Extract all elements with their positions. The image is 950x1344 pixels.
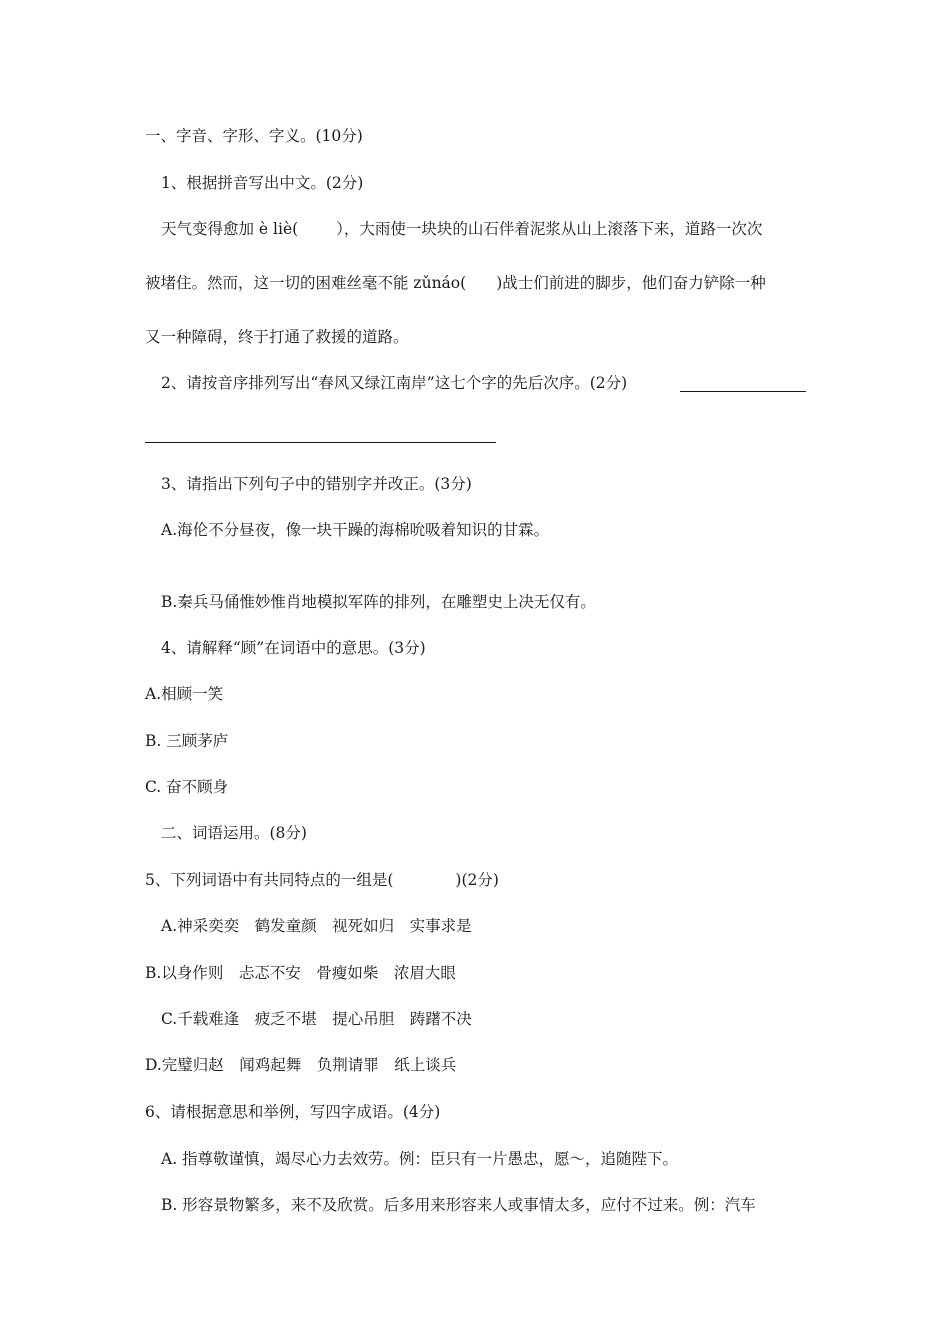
section-2-title: 二、词语运用。(8分): [161, 824, 307, 842]
question-4-option-a: A.相顾一笑: [145, 685, 224, 703]
question-1-line-2: [145, 273, 766, 293]
question-6-option-b: B. 形容景物繁多，来不及欣赏。后多用来形容来人或事情太多，应付不过来。例：汽车: [161, 1196, 756, 1214]
question-5-option-a: A.神采奕奕 鹤发童颜 视死如归 实事求是: [161, 917, 472, 935]
question-4-option-c: C. 奋不顾身: [145, 778, 229, 796]
question-5-option-d: D.完璧归赵 闻鸡起舞 负荆请罪 纸上谈兵: [145, 1056, 457, 1074]
q5-text-after-blank: )(2分): [455, 871, 499, 889]
question-5-option-c: C.千载难逢 疲乏不堪 提心吊胆 踌躇不决: [161, 1010, 472, 1028]
q1-text-after-blank-2: )战士们前进的脚步，他们奋力铲除一种: [496, 274, 766, 292]
question-3-title: 3、请指出下列句子中的错别字并改正。(3分): [161, 475, 472, 493]
section-1-title: 一、字音、字形、字义。(10分): [145, 127, 363, 145]
q5-text-before-blank: 5、下列词语中有共同特点的一组是(: [145, 871, 394, 889]
q1-text-after-blank-1: ），大雨使一块块的山石伴着泥浆从山上滚落下来，道路一次次: [336, 220, 763, 238]
question-6-option-a: A. 指尊敬谨慎，竭尽心力去效劳。例：臣只有一片愚忠，愿～，追随陛下。: [161, 1150, 679, 1168]
question-2-title: 2、请按音序排列写出“春风又绿江南岸”这七个字的先后次序。(2分): [161, 374, 628, 392]
question-3-option-b: B.秦兵马俑惟妙惟肖地模拟军阵的排列，在雕塑史上决无仅有。: [161, 593, 596, 611]
question-4-title: 4、请解释“顾”在词语中的意思。(3分): [161, 639, 426, 657]
q1-text-before-blank-2: 被堵住。然而，这一切的困难丝毫不能 zǔnáo(: [145, 274, 467, 292]
question-1-line-1: [161, 219, 762, 239]
question-3-option-a: A.海伦不分昼夜，像一块干躁的海棉吮吸着知识的甘霖。: [161, 521, 550, 539]
question-4-option-b: B. 三顾茅庐: [145, 732, 229, 750]
question-6-title: 6、请根据意思和举例，写四字成语。(4分): [145, 1103, 441, 1121]
answer-line-2b[interactable]: [145, 442, 496, 443]
q1-text-before-blank-1: 天气变得愈加 è liè(: [161, 220, 299, 238]
question-5-title: [145, 870, 499, 890]
answer-line-2a[interactable]: [680, 391, 806, 392]
question-1-title: 1、根据拼音写出中文。(2分): [161, 174, 364, 192]
question-5-option-b: B.以身作则 忐忑不安 骨瘦如柴 浓眉大眼: [145, 964, 456, 982]
question-1-line-3: 又一种障碍，终于打通了救援的道路。: [145, 328, 409, 346]
